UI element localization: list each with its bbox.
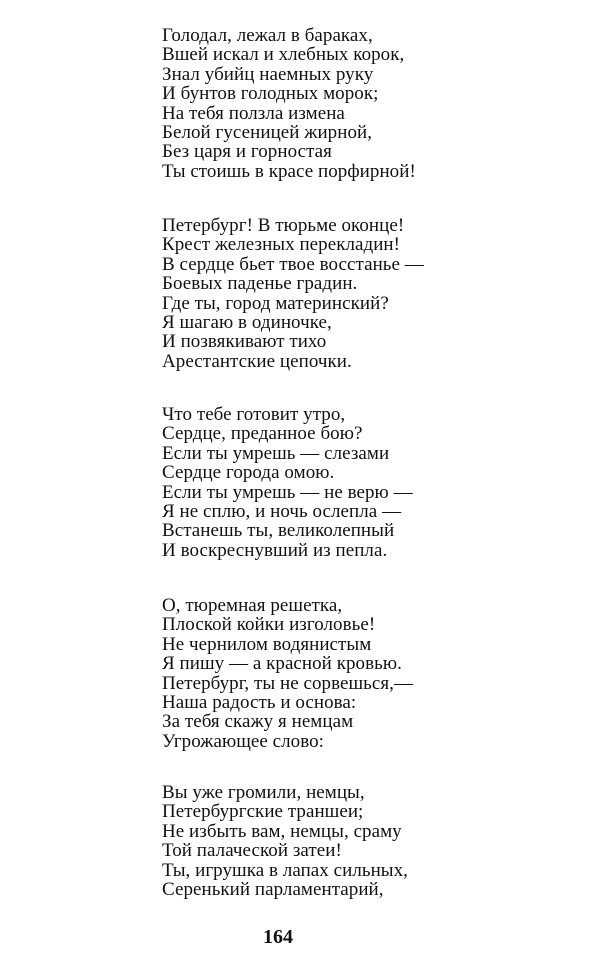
poem-line: Крест железных перекладин! [162,234,401,256]
poem-line: Ты стоишь в красе порфирной! [162,160,416,182]
poem-line: Вшей искал и хлебных корок, [162,44,405,66]
poem-line: Сердце, преданное бою? [162,423,363,445]
poem-line: Голодал, лежал в бараках, [162,25,373,46]
poem-line: Сердце города омою. [162,462,335,484]
stanza-3 [162,405,413,560]
poem-line: Арестантские цепочки. [162,350,352,372]
poem-line: Ты, игрушка в лапах сильных, [162,859,408,881]
poem-line: Той палаческой затеи! [162,840,342,862]
poem-line: Петербург, ты не сорвешься,— [162,672,413,694]
poem-line: Наша радость и основа: [162,692,357,714]
poem-line: Угрожающее слово: [162,730,324,752]
poem-line: Если ты умрешь — слезами [162,442,390,464]
poem-line: Боевых паденье градин. [162,273,358,295]
poem-line: За тебя скажу я немцам [162,711,354,733]
poem-line: И позвякивают тихо [162,331,327,353]
poem-line: И бунтов голодных морок; [162,83,379,105]
poem-line: О, тюремная решетка, [162,595,343,616]
poem-line: Серенький парламентарий, [162,879,384,901]
poem-line: Я не сплю, и ночь ослепла — [162,501,402,523]
page-number: 164 [263,926,293,948]
poem-line: Я пишу — а красной кровью. [162,653,402,675]
poem-line: Я шагаю в одиночке, [162,312,332,334]
poem-line: Встанешь ты, великолепный [162,520,395,542]
poem-line: Где ты, город материнский? [162,292,389,314]
poem-line: Знал убийц наемных руку [162,63,374,85]
poem-line: На тебя ползла измена [162,102,345,124]
poem-line: Плоской койки изголовье! [162,614,376,636]
poem-line: Без царя и горностая [162,141,332,163]
stanza-4 [162,596,413,751]
poem-line: Вы уже громили, немцы, [162,782,365,803]
poem-line: Если ты умрешь — не верю — [162,481,413,503]
poem-line: Петербург! В тюрьме оконце! [162,215,405,236]
poem-line: И воскреснувший из пепла. [162,539,388,561]
stanza-2 [162,216,424,371]
stanza-5 [162,783,408,899]
poem-line: В сердце бьет твое восстанье — [162,253,424,275]
poem-line: Белой гусеницей жирной, [162,122,373,144]
poem-line: Что тебе готовит утро, [162,404,346,425]
poem-line: Не избыть вам, немцы, сраму [162,820,402,842]
poem-line: Петербургские траншеи; [162,801,364,823]
stanza-1 [162,26,416,181]
poem-line: Не чернилом водянистым [162,633,372,655]
